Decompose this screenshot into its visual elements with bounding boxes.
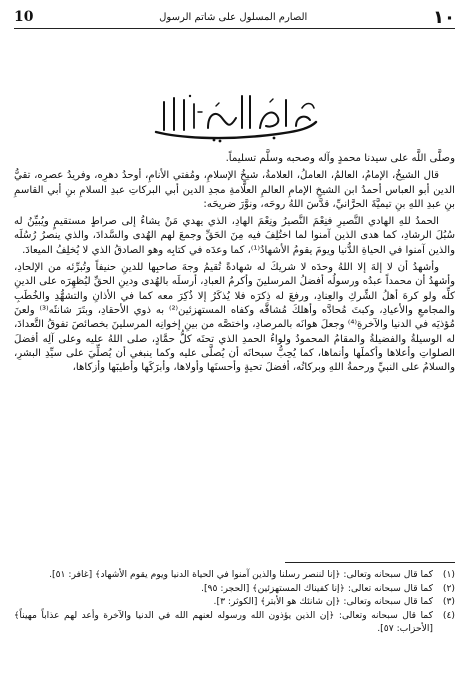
- running-title: الصارم المسلول على شاتم الرسول: [159, 11, 308, 23]
- basmala-calligraphy-icon: [150, 88, 320, 146]
- footnote: [14, 568, 455, 582]
- main-text: [14, 152, 455, 378]
- page-number-latin: 10: [14, 9, 34, 25]
- page-number-arabic: ١٠: [433, 6, 455, 28]
- footnote-text: كما قال سبحانه وتعالى: ﴿إن شانئك هو الأبتر﴾ [الكوثر: ٣].: [213, 596, 433, 608]
- footnote-divider: [285, 562, 455, 563]
- paragraph: قال الشيخُ، الإمامُ، العالمُ، العاملُ، العلامةُ، شيخُ الإسلامِ، ومُفتي الأنامِ، أوحدُ دهرِه، وفريدُ عصرِه، تقيُّ الدين أبو العباس أحمدُ ابن الشيخِ الإمامِ العالمِ العلَّامةِ مجدِ الدين أبي البركاتِ عبدِ السلامِ بنِ أبي القاسمِ بنِ عبدِ اللهِ بنِ تيميَّةَ الحرَّانيِّ، قدَّسَ اللهُ روحَه، ونوَّرَ ضريحَه:: [14, 170, 455, 210]
- footnote: [14, 609, 455, 636]
- footnote-number: (٢): [442, 582, 455, 594]
- paragraph: وأشهدُ أن لا إلهَ إلا اللهُ وحدَه لا شريكَ له شهادةً تُقيمُ وجهَ صاحبِها للدينِ حنيفاً وتُبرِّئه من الإلحادِ، وأشهدُ أن محمداً عبدُه ورسولُه أفضلُ المرسلينَ وأكرمُ العبادِ، أرسلَه بالهُدى ودينِ الحقِّ ليُظهِرَه على الدينِ كلِّه ولو كرهَ أهلُ الشِّركِ والعِنادِ، ورفعَ له ذِكرَه فلا يُذكَرُ إلا ذُكِرَ معه كما في الأذانِ والتشهُّدِ والخُطَبِ والمجامعِ والأعيادِ، وكبتَ مُحادَّه وأهلكَ مُشاقَّه وكفاه المستهزئين⁽²⁾ به ذوي الأحقادِ، وبتَرَ شانئَه⁽³⁾ ولعنَ مُؤذيَه في الدنيا والآخرةِ⁽⁴⁾ وجعلَ هوانَه بالمرصادِ، واختصَّه من بينِ إخوانِه المرسلينَ بخصائصَ تفوقُ التَّعدادَ، له الوسيلةُ والفضيلةُ والمقامُ المحمودُ ولواءُ الحمدِ الذي تحتَه كلُّ حمَّادٍ، صلى اللهُ عليه وعلى آلِه أفضلَ الصلواتِ وأعلاها وأكملَها وأنماها، كما يُحِبُّ سبحانَه أن يُصلَّى عليه وكما ينبغي أن يُصلِّيَ على سيِّدِ البشرِ، والسلامُ على النبيِّ ورحمةُ اللهِ وبركاتُه، أفضلَ تحيةٍ وأحسنَها وأولاها، وأبرَكَها وأطيبَها وأزكاها،: [14, 262, 456, 374]
- page-header: [14, 6, 455, 29]
- footnote-text: كما قال سبحانه وتعالى: ﴿إنا لننصر رسلنا والذين آمنوا في الحياة الدنيا ويوم يقوم الأشهاد﴾ [غافر: ٥١].: [49, 569, 433, 580]
- footnote: [14, 582, 455, 596]
- footnote-number: (٤): [442, 609, 455, 621]
- basmala-calligraphy: [150, 88, 320, 146]
- footnote-number: (١): [442, 569, 455, 580]
- paragraph: وصلَّى اللَّه على سيدنا محمدٍ وآله وصحبه وسلَّم تسليماً.: [225, 153, 455, 164]
- footnote-number: (٣): [442, 596, 455, 608]
- footnote: [14, 595, 455, 609]
- paragraph: الحمدُ للهِ الهادي النَّصيرِ فنِعْمَ النَّصيرُ ونِعْمَ الهادِ، الذي يهدي مَنْ يشاءُ إلى صراطٍ مستقيمٍ ويُبيِّنُ له سُبُلَ الرشادِ، كما هدى الذين آمنوا لما اختُلِفَ فيه مِنَ الحَقِّ وجمعَ لهم الهُدى والسَّدادَ، والذي ينصرُ رُسُلَه والذين آمنوا في الحياةِ الدُّنيا ويومَ يقومُ الأشهادُ⁽¹⁾، كما وعدَه في كتابِه وهو الصادقُ الذي لا يُخلِفُ الميعادَ.: [14, 216, 455, 256]
- footnote-text: كما قال سبحانه وتعالى: ﴿إن الذين يؤذون الله ورسوله لعنهم الله في الدنيا والآخرة وأعد لهم عذاباً مهيناً﴾ [الأحزاب: ٥٧].: [14, 609, 433, 635]
- footnotes: [14, 568, 455, 636]
- footnote-text: كما قال سبحانه تعالى: ﴿إنا كفيناك المستهزئين﴾ [الحجر: ٩٥].: [201, 582, 433, 594]
